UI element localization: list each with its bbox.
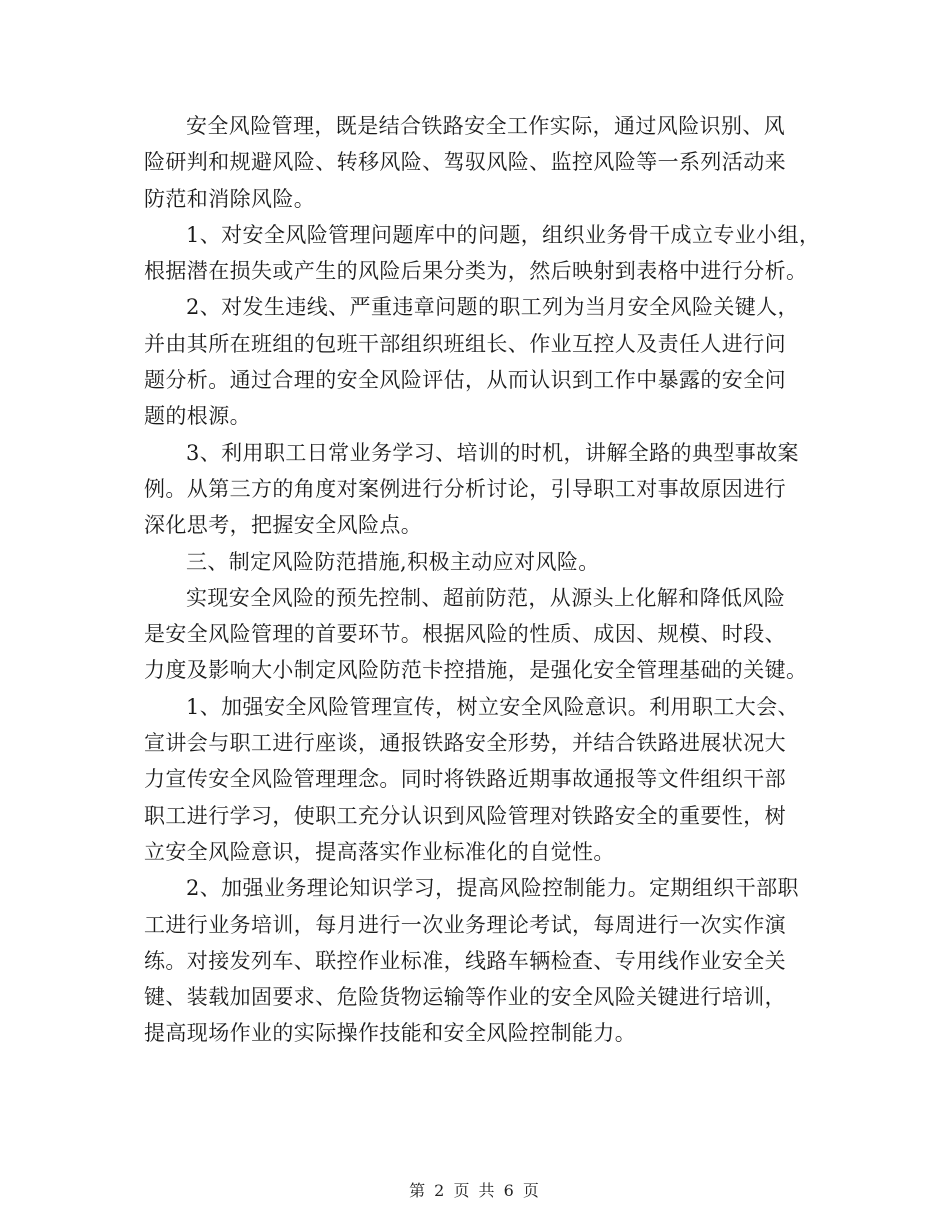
paragraph-line: 题分析。通过合理的安全风险评估，从而认识到工作中暴露的安全问 [144,368,786,393]
paragraph-line: 力宣传安全风险管理理念。同时将铁路近期事故通报等文件组织干部 [144,767,786,792]
paragraph-line: 并由其所在班组的包班干部组织班组长、作业互控人及责任人进行问 [144,331,786,356]
paragraph-line: 提高现场作业的实际操作技能和安全风险控制能力。 [144,1021,637,1046]
paragraph-line: 立安全风险意识，提高落实作业标准化的自觉性。 [144,839,615,864]
paragraph-line: 1、对安全风险管理问题库中的问题，组织业务骨干成立专业小组， [186,222,821,247]
paragraph-line: 1、加强安全风险管理宣传，树立安全风险意识。利用职工大会、 [186,694,799,719]
paragraph-line: 工进行业务培训，每月进行一次业务理论考试，每周进行一次实作演 [144,912,786,937]
paragraph-line: 题的根源。 [144,404,251,429]
document-body [144,108,824,1052]
paragraph-line: 根据潜在损失或产生的风险后果分类为，然后映射到表格中进行分析。 [144,259,808,284]
section-heading: 三、制定风险防范措施,积极主动应对风险。 [186,549,600,574]
paragraph-line: 深化思考，把握安全风险点。 [144,513,423,538]
paragraph-line: 安全风险管理，既是结合铁路安全工作实际，通过风险识别、风 [186,114,786,138]
paragraph-line: 宣讲会与职工进行座谈，通报铁路安全形势，并结合铁路进展状况大 [144,731,786,756]
paragraph-line: 防范和消除风险。 [144,186,316,211]
paragraph-line: 是安全风险管理的首要环节。根据风险的性质、成因、规模、时段、 [144,622,786,647]
paragraph-line: 2、加强业务理论知识学习，提高风险控制能力。定期组织干部职 [186,876,799,901]
paragraph-line: 例。从第三方的角度对案例进行分析讨论，引导职工对事故原因进行 [144,476,786,501]
paragraph-line: 键、装载加固要求、危险货物运输等作业的安全风险关键进行培训， [144,985,786,1010]
paragraph-line: 力度及影响大小制定风险防范卡控措施，是强化安全管理基础的关键。 [144,658,808,683]
paragraph-line: 2、对发生违线、严重违章问题的职工列为当月安全风险关键人， [186,295,799,320]
paragraph-line: 险研判和规避风险、转移风险、驾驭风险、监控风险等一系列活动来 [144,150,786,175]
paragraph-line: 职工进行学习，使职工充分认识到风险管理对铁路安全的重要性，树 [144,803,786,828]
paragraph-line: 实现安全风险的预先控制、超前防范，从源头上化解和降低风险 [186,585,786,610]
paragraph-line: 3、利用职工日常业务学习、培训的时机，讲解全路的典型事故案 [186,440,799,465]
paragraph-line: 练。对接发列车、联控作业标准，线路车辆检查、专用线作业安全关 [144,948,786,973]
page-number: 第 2 页 共 6 页 [409,1181,541,1200]
